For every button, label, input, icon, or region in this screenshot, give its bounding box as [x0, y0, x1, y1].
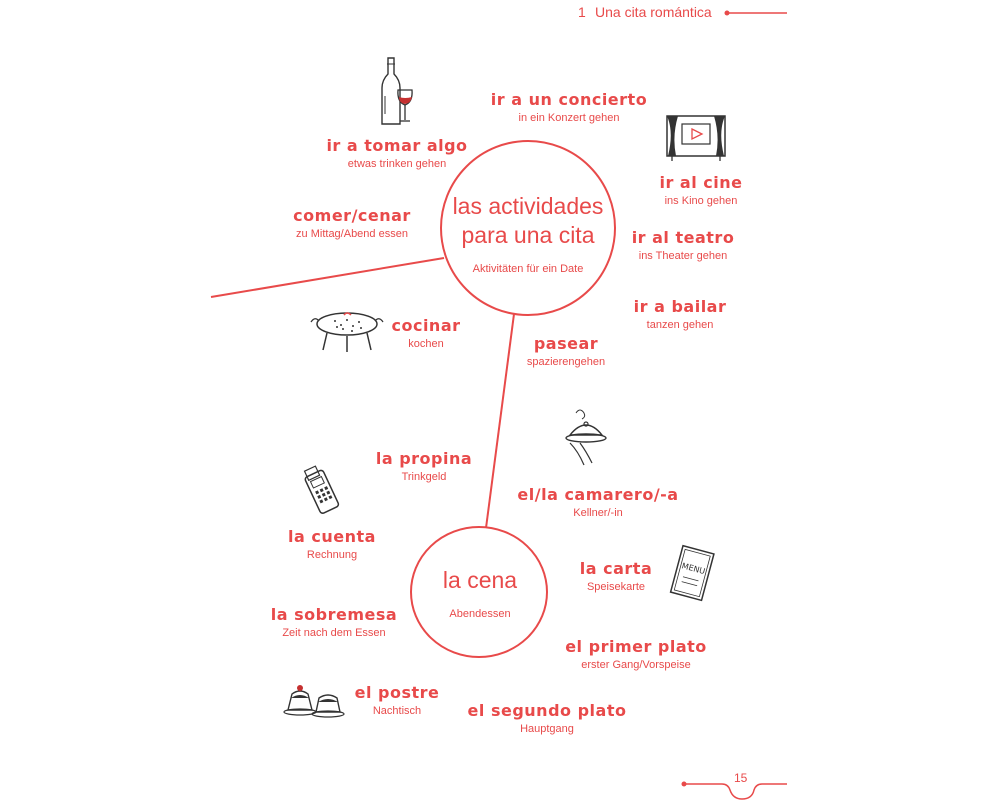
vocab-translation-la-carta: Speisekarte	[586, 581, 646, 593]
vocab-term-la-carta: la carta	[579, 559, 653, 578]
pudding-dessert-icon	[282, 680, 348, 720]
vocab-term-ir-a-bailar: ir a bailar	[633, 297, 727, 316]
vocab-term-el-segundo-plato: el segundo plato	[467, 701, 627, 720]
vocab-term-ir-a-un-concierto: ir a un concierto	[490, 90, 648, 109]
hub-cena-subtitle: Abendessen	[449, 608, 511, 620]
vocab-term-ir-al-cine: ir al cine	[659, 173, 743, 192]
vocab-term-el-primer-plato: el primer plato	[565, 637, 707, 656]
vocab-translation-ir-a-tomar-algo: etwas trinken gehen	[347, 158, 447, 170]
vocab-translation-ir-al-cine: ins Kino gehen	[664, 195, 738, 207]
vocab-translation-cocinar: kochen	[408, 338, 444, 350]
vocab-translation-ir-a-un-concierto: in ein Konzert gehen	[518, 112, 620, 124]
vocab-translation-ir-al-teatro: ins Theater gehen	[638, 250, 728, 262]
cinema-screen-icon	[664, 112, 728, 162]
vocab-translation-el-postre: Nachtisch	[372, 705, 422, 717]
hub-cena-title: la cena	[442, 567, 518, 593]
vocab-term-ir-a-tomar-algo: ir a tomar algo	[326, 136, 468, 155]
vocab-term-comer-cenar: comer/cenar	[293, 206, 411, 225]
vocab-translation-el-primer-plato: erster Gang/Vorspeise	[581, 659, 691, 671]
vocab-term-la-cuenta: la cuenta	[288, 527, 376, 546]
card-terminal-icon	[299, 462, 343, 518]
vocab-translation-ir-a-bailar: tanzen gehen	[646, 319, 714, 331]
waiter-cloche-icon	[560, 405, 612, 467]
menu-label-text: MENU	[680, 561, 707, 577]
hub-actividades-subtitle: Aktivitäten für ein Date	[472, 263, 584, 275]
vocab-term-ir-al-teatro: ir al teatro	[631, 228, 735, 247]
vocab-term-el-postre: el postre	[354, 683, 440, 702]
vocab-translation-el-segundo-plato: Hauptgang	[520, 723, 574, 735]
wine-bottle-glass-icon	[376, 54, 416, 128]
page-number: 15	[734, 771, 748, 785]
vocab-term-la-sobremesa: la sobremesa	[270, 605, 398, 624]
vocab-translation-la-propina: Trinkgeld	[401, 471, 447, 483]
vocab-translation-comer-cenar: zu Mittag/Abend essen	[296, 228, 408, 240]
vocab-translation-camarero: Kellner/-in	[573, 507, 623, 519]
vocab-translation-la-cuenta: Rechnung	[306, 549, 358, 561]
hub-actividades-title-line2: para una cita	[461, 222, 595, 248]
vocab-term-pasear: pasear	[533, 334, 599, 353]
menu-card-icon	[666, 543, 718, 605]
hub-actividades-title-line1: las actividades	[452, 193, 604, 219]
chapter-title: Una cita romántica	[595, 4, 712, 20]
vocab-translation-la-sobremesa: Zeit nach dem Essen	[282, 627, 386, 639]
chapter-number: 1	[578, 4, 586, 20]
vocab-term-cocinar: cocinar	[391, 316, 461, 335]
paella-pan-icon	[307, 302, 387, 358]
vocab-translation-pasear: spazierengehen	[526, 356, 606, 368]
vocab-term-camarero: el/la camarero/-a	[517, 485, 679, 504]
vocab-term-la-propina: la propina	[375, 449, 473, 468]
